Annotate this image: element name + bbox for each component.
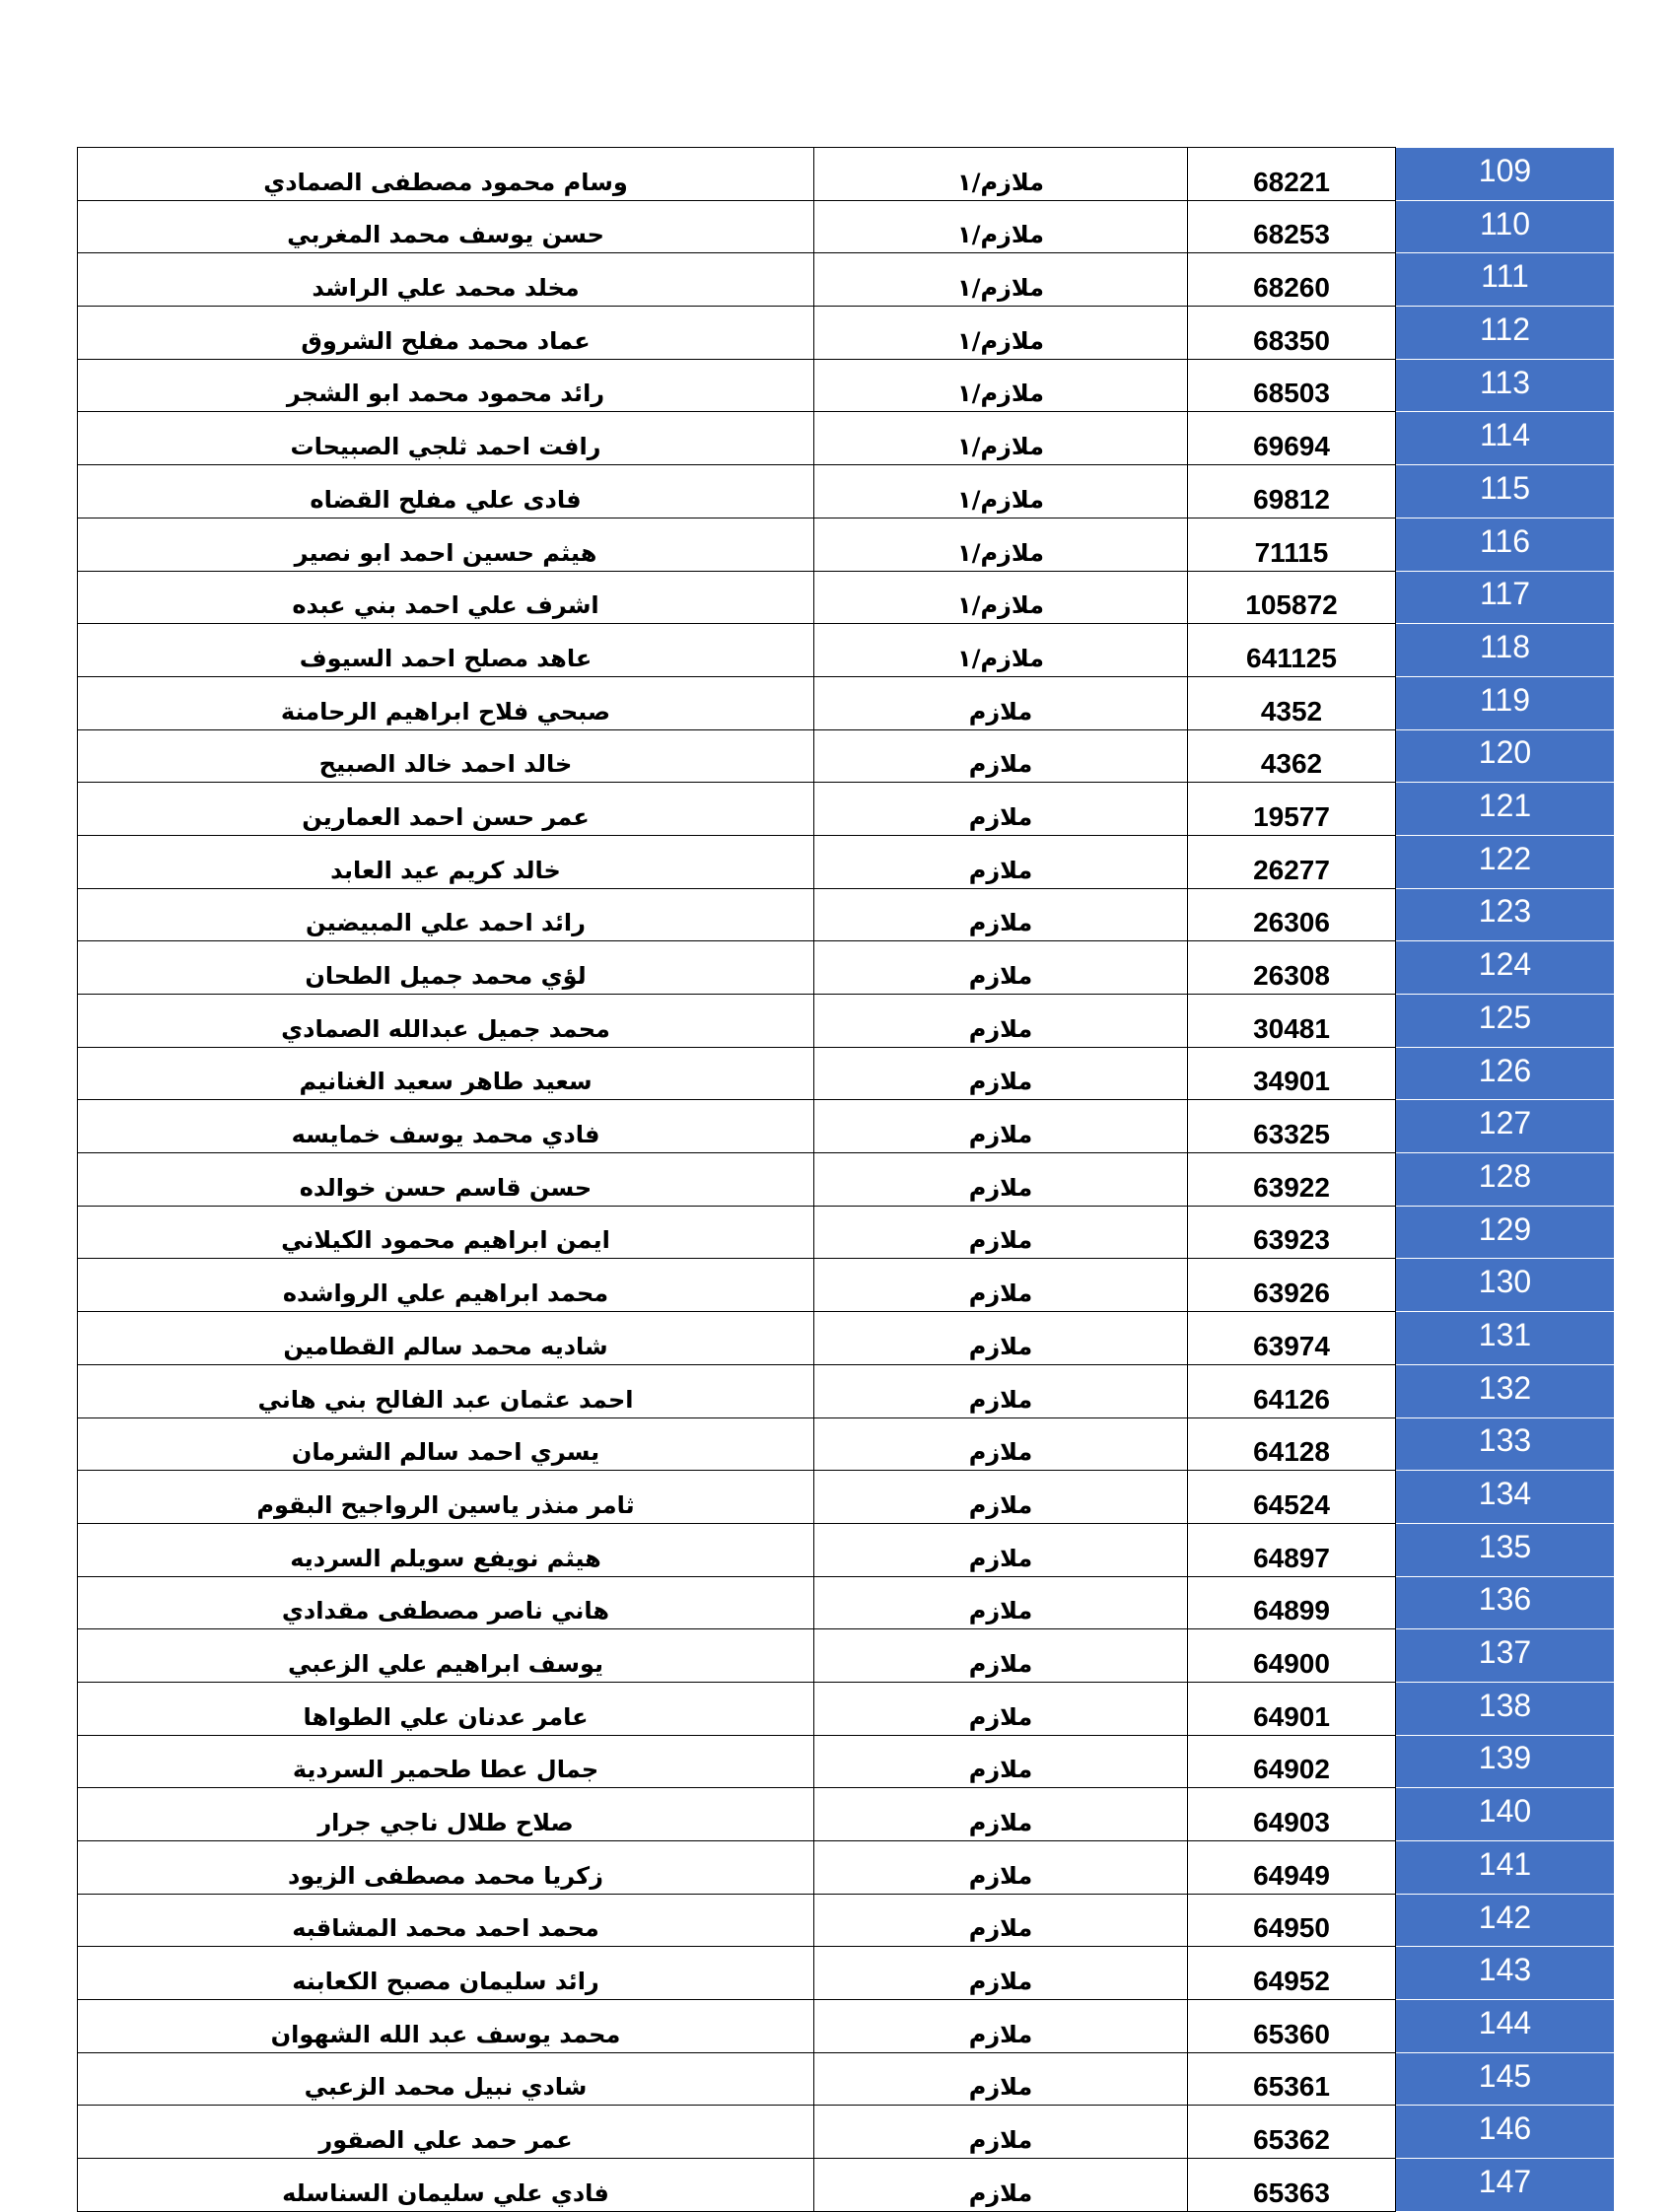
table-row [78, 359, 1615, 412]
rank-cell: ملازم [814, 2052, 1188, 2106]
table-row [78, 1047, 1615, 1100]
rank-cell: ملازم [814, 783, 1188, 836]
rank-cell: ملازم/١ [814, 518, 1188, 571]
index-cell: 128 [1396, 1153, 1615, 1207]
rank-cell: ملازم [814, 995, 1188, 1048]
name-cell: صلاح طلال ناجي جرار [78, 1788, 814, 1841]
table-row [78, 676, 1615, 729]
name-cell: عاهد مصلح احمد السيوف [78, 624, 814, 677]
rank-cell: ملازم [814, 1947, 1188, 2000]
service-number-cell: 4352 [1188, 676, 1396, 729]
service-number-cell: 64903 [1188, 1788, 1396, 1841]
rank-cell: ملازم [814, 2106, 1188, 2159]
service-number-cell: 64900 [1188, 1629, 1396, 1683]
index-cell: 123 [1396, 888, 1615, 941]
rank-cell: ملازم [814, 729, 1188, 783]
index-cell: 126 [1396, 1047, 1615, 1100]
table-row [78, 1947, 1615, 2000]
index-cell: 129 [1396, 1206, 1615, 1259]
index-cell: 122 [1396, 835, 1615, 888]
rank-cell: ملازم/١ [814, 307, 1188, 360]
name-cell: سعيد طاهر سعيد الغنانيم [78, 1047, 814, 1100]
name-cell: جمال عطا طحمير السردية [78, 1735, 814, 1788]
index-cell: 138 [1396, 1682, 1615, 1735]
table-row [78, 2052, 1615, 2106]
name-cell: فادي محمد يوسف خمايسه [78, 1100, 814, 1153]
index-cell: 118 [1396, 624, 1615, 677]
rank-cell: ملازم [814, 1682, 1188, 1735]
table-row [78, 200, 1615, 253]
name-cell: شاديه محمد سالم القطامين [78, 1312, 814, 1365]
name-cell: حسن قاسم حسن خوالده [78, 1153, 814, 1207]
service-number-cell: 26308 [1188, 941, 1396, 995]
index-cell: 136 [1396, 1576, 1615, 1629]
index-cell: 119 [1396, 676, 1615, 729]
table-row [78, 1100, 1615, 1153]
name-cell: عمر حسن احمد العمارين [78, 783, 814, 836]
index-cell: 131 [1396, 1312, 1615, 1365]
rank-cell: ملازم [814, 1364, 1188, 1417]
rank-cell: ملازم/١ [814, 465, 1188, 518]
service-number-cell: 64899 [1188, 1576, 1396, 1629]
name-cell: يسري احمد سالم الشرمان [78, 1417, 814, 1471]
index-cell: 135 [1396, 1523, 1615, 1576]
name-cell: مخلد محمد علي الراشد [78, 253, 814, 307]
service-number-cell: 64952 [1188, 1947, 1396, 2000]
name-cell: رافت احمد ثلجي الصبيحات [78, 412, 814, 465]
name-cell: لؤي محمد جميل الطحان [78, 941, 814, 995]
table-row [78, 1364, 1615, 1417]
name-cell: وسام محمود مصطفى الصمادي [78, 148, 814, 201]
service-number-cell: 63926 [1188, 1259, 1396, 1312]
service-number-cell: 30481 [1188, 995, 1396, 1048]
rank-cell: ملازم [814, 1788, 1188, 1841]
service-number-cell: 64524 [1188, 1471, 1396, 1524]
name-cell: عمر حمد علي الصقور [78, 2106, 814, 2159]
index-cell: 125 [1396, 995, 1615, 1048]
rank-cell: ملازم [814, 888, 1188, 941]
table-row [78, 1682, 1615, 1735]
rank-cell: ملازم [814, 941, 1188, 995]
rank-cell: ملازم [814, 1206, 1188, 1259]
table-row [78, 1206, 1615, 1259]
service-number-cell: 65363 [1188, 2159, 1396, 2212]
index-cell: 114 [1396, 412, 1615, 465]
index-cell: 132 [1396, 1364, 1615, 1417]
service-number-cell: 641125 [1188, 624, 1396, 677]
rank-cell: ملازم [814, 1629, 1188, 1683]
name-cell: خالد احمد خالد الصبيح [78, 729, 814, 783]
index-cell: 116 [1396, 518, 1615, 571]
name-cell: صبحي فلاح ابراهيم الرحامنة [78, 676, 814, 729]
table-row [78, 2106, 1615, 2159]
service-number-cell: 63325 [1188, 1100, 1396, 1153]
rank-cell: ملازم [814, 2159, 1188, 2212]
index-cell: 115 [1396, 465, 1615, 518]
name-cell: محمد جميل عبدالله الصمادي [78, 995, 814, 1048]
service-number-cell: 63923 [1188, 1206, 1396, 1259]
name-cell: هاني ناصر مصطفى مقدادي [78, 1576, 814, 1629]
table-row [78, 1629, 1615, 1683]
name-cell: خالد كريم عيد العابد [78, 835, 814, 888]
rank-cell: ملازم/١ [814, 253, 1188, 307]
table-row [78, 465, 1615, 518]
service-number-cell: 68350 [1188, 307, 1396, 360]
table-row [78, 941, 1615, 995]
rank-cell: ملازم [814, 1523, 1188, 1576]
table-row [78, 1576, 1615, 1629]
service-number-cell: 64128 [1188, 1417, 1396, 1471]
table-row [78, 148, 1615, 201]
table-row [78, 253, 1615, 307]
rank-cell: ملازم [814, 1417, 1188, 1471]
name-cell: رائد احمد علي المبيضين [78, 888, 814, 941]
service-number-cell: 105872 [1188, 571, 1396, 624]
service-number-cell: 68260 [1188, 253, 1396, 307]
service-number-cell: 68221 [1188, 148, 1396, 201]
name-cell: فادى علي مفلح القضاه [78, 465, 814, 518]
service-number-cell: 64897 [1188, 1523, 1396, 1576]
service-number-cell: 19577 [1188, 783, 1396, 836]
name-cell: شادي نبيل محمد الزعبي [78, 2052, 814, 2106]
table-row [78, 1788, 1615, 1841]
rank-cell: ملازم/١ [814, 200, 1188, 253]
index-cell: 127 [1396, 1100, 1615, 1153]
rank-cell: ملازم [814, 1259, 1188, 1312]
rank-cell: ملازم [814, 1153, 1188, 1207]
rank-cell: ملازم/١ [814, 571, 1188, 624]
index-cell: 141 [1396, 1841, 1615, 1895]
service-number-cell: 64126 [1188, 1364, 1396, 1417]
name-cell: ثامر منذر ياسين الرواجيح البقوم [78, 1471, 814, 1524]
name-cell: احمد عثمان عبد الفالح بني هاني [78, 1364, 814, 1417]
rank-cell: ملازم [814, 2000, 1188, 2053]
name-cell: محمد ابراهيم علي الرواشده [78, 1259, 814, 1312]
index-cell: 121 [1396, 783, 1615, 836]
service-number-cell: 63974 [1188, 1312, 1396, 1365]
table-row [78, 518, 1615, 571]
index-cell: 120 [1396, 729, 1615, 783]
rank-cell: ملازم [814, 1894, 1188, 1947]
service-number-cell: 63922 [1188, 1153, 1396, 1207]
index-cell: 134 [1396, 1471, 1615, 1524]
index-cell: 112 [1396, 307, 1615, 360]
table-row [78, 1471, 1615, 1524]
index-cell: 133 [1396, 1417, 1615, 1471]
service-number-cell: 64902 [1188, 1735, 1396, 1788]
table-row [78, 307, 1615, 360]
index-cell: 110 [1396, 200, 1615, 253]
index-cell: 146 [1396, 2106, 1615, 2159]
name-cell: ايمن ابراهيم محمود الكيلاني [78, 1206, 814, 1259]
service-number-cell: 26277 [1188, 835, 1396, 888]
service-number-cell: 65360 [1188, 2000, 1396, 2053]
name-cell: عامر عدنان علي الطواها [78, 1682, 814, 1735]
rank-cell: ملازم/١ [814, 359, 1188, 412]
index-cell: 143 [1396, 1947, 1615, 2000]
name-cell: اشرف علي احمد بني عبده [78, 571, 814, 624]
table-row [78, 1312, 1615, 1365]
table-row [78, 835, 1615, 888]
service-number-cell: 64949 [1188, 1841, 1396, 1895]
table-row [78, 1417, 1615, 1471]
table-row [78, 1523, 1615, 1576]
table-row [78, 1894, 1615, 1947]
index-cell: 124 [1396, 941, 1615, 995]
table-row [78, 624, 1615, 677]
index-cell: 144 [1396, 2000, 1615, 2053]
table-row [78, 888, 1615, 941]
rank-cell: ملازم [814, 1735, 1188, 1788]
name-cell: رائد محمود محمد ابو الشجر [78, 359, 814, 412]
name-cell: رائد سليمان مصبح الكعابنه [78, 1947, 814, 2000]
name-cell: يوسف ابراهيم علي الزعبي [78, 1629, 814, 1683]
rank-cell: ملازم [814, 1047, 1188, 1100]
index-cell: 142 [1396, 1894, 1615, 1947]
index-cell: 137 [1396, 1629, 1615, 1683]
name-cell: هيثم نويفع سويلم السرديه [78, 1523, 814, 1576]
rank-cell: ملازم/١ [814, 412, 1188, 465]
name-cell: زكريا محمد مصطفى الزيود [78, 1841, 814, 1895]
service-number-cell: 71115 [1188, 518, 1396, 571]
index-cell: 117 [1396, 571, 1615, 624]
index-cell: 130 [1396, 1259, 1615, 1312]
service-number-cell: 69812 [1188, 465, 1396, 518]
name-cell: حسن يوسف محمد المغربي [78, 200, 814, 253]
table-row [78, 571, 1615, 624]
index-cell: 113 [1396, 359, 1615, 412]
personnel-table [77, 147, 1615, 2212]
table-row [78, 1259, 1615, 1312]
table-row [78, 1735, 1615, 1788]
name-cell: محمد يوسف عبد الله الشهوان [78, 2000, 814, 2053]
table-row [78, 995, 1615, 1048]
personnel-table-body [78, 148, 1615, 2212]
rank-cell: ملازم/١ [814, 148, 1188, 201]
name-cell: محمد احمد محمد المشاقبه [78, 1894, 814, 1947]
index-cell: 147 [1396, 2159, 1615, 2212]
service-number-cell: 65362 [1188, 2106, 1396, 2159]
index-cell: 145 [1396, 2052, 1615, 2106]
service-number-cell: 69694 [1188, 412, 1396, 465]
service-number-cell: 64901 [1188, 1682, 1396, 1735]
service-number-cell: 34901 [1188, 1047, 1396, 1100]
table-row [78, 2000, 1615, 2053]
table-row [78, 729, 1615, 783]
rank-cell: ملازم [814, 1841, 1188, 1895]
table-row [78, 1153, 1615, 1207]
service-number-cell: 65361 [1188, 2052, 1396, 2106]
rank-cell: ملازم [814, 1471, 1188, 1524]
service-number-cell: 68503 [1188, 359, 1396, 412]
service-number-cell: 26306 [1188, 888, 1396, 941]
name-cell: هيثم حسين احمد ابو نصير [78, 518, 814, 571]
rank-cell: ملازم [814, 1312, 1188, 1365]
rank-cell: ملازم [814, 835, 1188, 888]
name-cell: عماد محمد مفلح الشروق [78, 307, 814, 360]
rank-cell: ملازم/١ [814, 624, 1188, 677]
index-cell: 140 [1396, 1788, 1615, 1841]
service-number-cell: 4362 [1188, 729, 1396, 783]
table-row [78, 2159, 1615, 2212]
index-cell: 109 [1396, 148, 1615, 201]
rank-cell: ملازم [814, 676, 1188, 729]
service-number-cell: 64950 [1188, 1894, 1396, 1947]
table-row [78, 1841, 1615, 1895]
table-row [78, 783, 1615, 836]
index-cell: 139 [1396, 1735, 1615, 1788]
table-row [78, 412, 1615, 465]
index-cell: 111 [1396, 253, 1615, 307]
rank-cell: ملازم [814, 1100, 1188, 1153]
name-cell: فادي علي سليمان السناسله [78, 2159, 814, 2212]
rank-cell: ملازم [814, 1576, 1188, 1629]
service-number-cell: 68253 [1188, 200, 1396, 253]
